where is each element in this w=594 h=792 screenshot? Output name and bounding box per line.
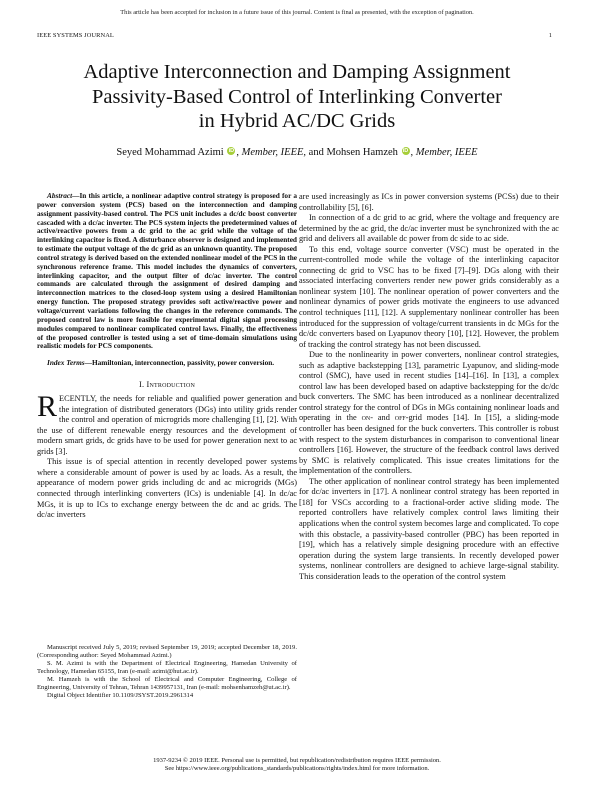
title-line-1: Adaptive Interconnection and Damping Assignment — [83, 61, 511, 83]
author-1-affiliation: Member, IEEE — [241, 147, 304, 158]
orcid-icon[interactable]: iD — [402, 148, 409, 154]
intro-paragraph-2: This issue is of special attention in recently developed power systems where a considerable amount of power is used by ac loads. As a result, the appearance of modern power grids including dc and ac microgrids (MGs) connected through interlinking converters (ICs) is undeniable [4]. In dc/ac MGs, it is up to ICs to exchange energy between the dc and ac grids. The dc/ac inverters — [37, 457, 297, 520]
right-paragraph-4b: - and — [370, 413, 395, 423]
copyright-footer — [0, 757, 594, 773]
right-paragraph-3: To this end, voltage source converter (VSC) must be operated in the current-controlled mode while the voltage of the interlinking capacitor connecting dc grid to VSC has to be fixed [7]–[9]. DGs along with their associated interfacing converters render new power grids considerably as a nonlinear system [10]. The nonlinear operation of power converters and the nonlinear dynamics of power grids motivate the engineers to use advanced control techniques [11], [12]. A supplementary nonlinear controller has been introduced for the suppression of voltage/current transients in dc MGs for the dc/dc converters based on Lyapunov theory [10], [12]. However, the problem of tracking the control strategy has not been discussed. — [299, 244, 559, 349]
footnote-author-2: M. Hamzeh is with the School of Electrical and Computer Engineering, College of Engineering, University of Tehran, Tehran 1439957131, Iran (e-mail: mohsenhamzeh@ut.ac.ir). — [37, 676, 297, 691]
section-title: Introduction — [146, 380, 196, 390]
page-number: 1 — [548, 32, 552, 39]
footnotes — [37, 644, 297, 700]
copyright-line-2: See https://www.ieee.org/publications_standards/publications/rights/index.html for more information. — [164, 765, 430, 772]
acceptance-banner: This article has been accepted for inclusion in a future issue of this journal. Content is final as presented, with the exception of pagination. — [120, 9, 474, 16]
footnote-manuscript: Manuscript received July 5, 2019; revised September 19, 2019; accepted December 18, 2019. (Corresponding author: Seyed Mohammad Azimi.) — [37, 644, 297, 659]
running-head: IEEE SYSTEMS JOURNAL — [37, 32, 114, 39]
orcid-icon[interactable]: iD — [228, 148, 235, 154]
left-column — [37, 192, 297, 521]
author-2-affiliation: Member, IEEE — [415, 147, 478, 158]
footnote-author-1: S. M. Azimi is with the Department of Electrical Engineering, Hamedan University of Technology, Hamedan 65155, Iran (e-mail: azimi@hut.ac.ir). — [37, 660, 297, 675]
author-2-name: Mohsen Hamzeh — [326, 147, 398, 158]
paper-title — [30, 60, 564, 134]
abstract-label: Abstract — [47, 191, 73, 200]
abstract-text: —In this article, a nonlinear adaptive control strategy is proposed for a power conversion system (PCS) based on the interconnection and damping assignment passivity-based control. The PCS unit includes a dc/dc boost converter cascaded with a dc/ac inverter. The PCS system injects the predetermined values of active/reactive powers from a dc grid to the ac grid while the voltage of the interlinking capacitor is fixed. A disturbance observer is designed and implemented to estimate the output voltage of the dc grid as an unknown quantity. The proposed control strategy is derived based on the extended nonlinear model of the PCS in the synchronous reference frame. This model includes the dynamics of converters, interlinking capacitor, and the output filter of dc/ac inverter. The control commands are calculated through the assignment of desired damping and interconnection matrices to the closed-loop system using a desired Hamiltonian energy function. The proposed strategy provides soft active/reactive power and voltage/current variations following the changes in the reference commands. The proposed control law is more feasible for experimental digital signal processing modules compared to nonlinear complicated control laws. Finally, the effectiveness of the proposed controller is tested using a set of time-domain simulations using realistic models for PCS components. — [37, 191, 297, 351]
copyright-line-1: 1937-9234 © 2019 IEEE. Personal use is permitted, but republication/redistribution requires IEEE permission. — [153, 757, 441, 764]
title-line-3: in Hybrid AC/DC Grids — [198, 110, 396, 132]
right-paragraph-5: The other application of nonlinear control strategy has been implemented for dc/ac inverters in [17]. A nonlinear control strategy has been reported in [18] for VSCs according to a fractional-order active sliding mode. The reported controllers have relatively complex control laws limiting their applications when the control system becomes large and complicated. To cope with this obstacle, a passivity-based controller (PBC) has been reported in [19], which has a relatively simple designing procedure with an effective operation during the system large transients. In recently developed power systems, nonlinear controllers are designed to achieve large-signal stability. This consideration leads to the operation of the control system — [299, 476, 559, 581]
section-heading-introduction — [37, 380, 297, 389]
abstract — [37, 192, 297, 351]
index-terms-label: Index Terms — [47, 358, 85, 368]
right-paragraph-1: are used increasingly as ICs in power conversion systems (PCSs) due to their controllability [5], [6]. — [299, 192, 559, 212]
right-paragraph-4 — [299, 350, 559, 477]
right-column — [299, 192, 559, 582]
index-terms-text: —Hamiltonian, interconnection, passivity, power conversion. — [84, 358, 275, 368]
dropcap-letter: R — [37, 390, 58, 424]
author-1-name: Seyed Mohammad Azimi — [116, 147, 224, 158]
intro-paragraph-1 — [37, 390, 297, 457]
title-line-2: Passivity-Based Control of Interlinking Converter — [92, 85, 502, 108]
section-number: I. — [138, 380, 145, 390]
right-paragraph-4c: -grid modes [14]. In [15], a sliding-mode controller has been designed for the buck converters. This controller is robust with respect to the system disturbances in comparison to conventional linear controllers [16]. However, the structure of the feedback control laws derived by SMC is relatively complicated. This issue creates limitations for the implementation of the controllers. — [299, 413, 559, 476]
doi-line: Digital Object Identifier 10.1109/JSYST.2019.2961314 — [47, 692, 194, 699]
off-grid-term: off — [394, 413, 406, 423]
author-line: Seyed Mohammad Azimi iD , Member, IEEE, and Mohsen Hamzeh iD , Member, IEEE — [116, 147, 478, 158]
author-separator: , and — [303, 147, 327, 158]
intro-paragraph-1-text: ECENTLY, the needs for reliable and qualified power generation and the integration of distributed generators (DGs) into utility grids render the control and operation of microgrids more challenging [1], [2]. With the use of different renewable energy resources and the development of modern smart grids, dc grids have to be used for power generation next to ac grids [3]. — [37, 394, 297, 456]
right-paragraph-2: In connection of a dc grid to ac grid, where the voltage and frequency are determined by the ac grid, the dc/ac inverter must be synchronized with the ac grid and delivers all available dc power from dc side to ac side. — [299, 213, 559, 244]
on-grid-term: on — [361, 413, 371, 423]
index-terms — [37, 359, 297, 368]
right-paragraph-4a: Due to the nonlinearity in power converters, nonlinear control strategies, such as adaptive backstepping [13], parametric Lyapunov, and sliding-mode control (SMC), have used in recent studies [14]–[16]. In [13], a complex control law has been developed based on adaptive backstepping for the dc/dc buck converters. The SMC has been introduced as a nonlinear decentralized control strategy for the control of DGs in MGs containing nonlinear loads and operating in the — [299, 350, 559, 423]
